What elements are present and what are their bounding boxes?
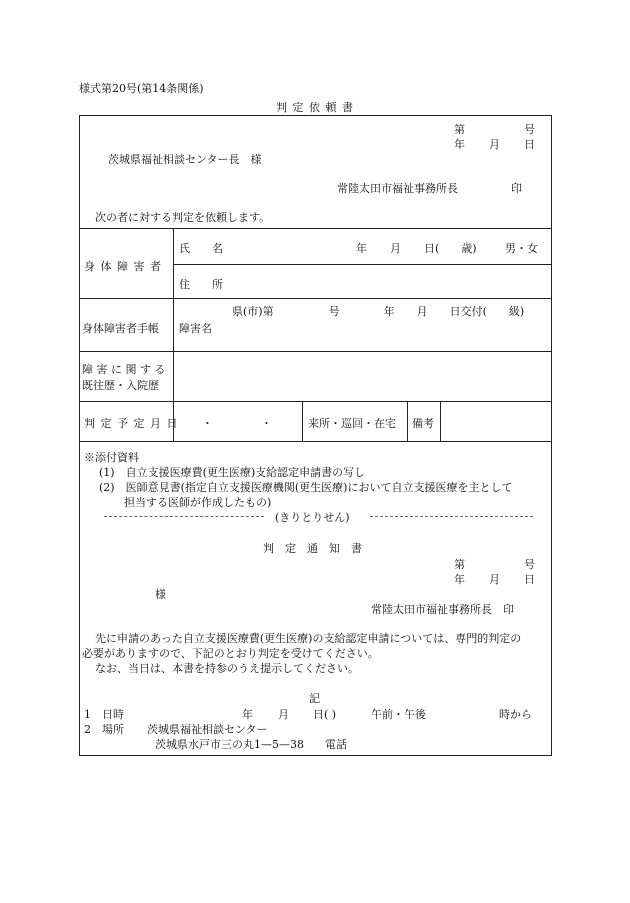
history-label-1: 障 害 に 関 す る: [82, 363, 166, 376]
item2-place: 茨城県福祉相談センター: [147, 723, 268, 736]
table-line: [173, 264, 552, 265]
notice-addressee-sama: 様: [155, 588, 166, 601]
attachment-item-2: (2) 医師意見書(指定自立支援医療機関(更生医療)において自立支援医療を主として: [99, 481, 513, 494]
notice-number-dai: 第: [454, 558, 465, 571]
birth-hi-age: 日( 歳): [424, 242, 477, 255]
table-line: [79, 401, 552, 402]
table-line: [79, 351, 552, 352]
table-line: [79, 441, 552, 442]
history-label-2: 既往歴・入院歴: [82, 379, 159, 392]
request-intro: 次の者に対する判定を依頼します。: [95, 211, 271, 224]
notice-date-nen: 年: [454, 573, 465, 586]
notice-title: 判 定 通 知 書: [263, 542, 362, 555]
handbook-label: 身体障害者手帳: [82, 322, 159, 335]
form-number: 様式第20号(第14条関係): [79, 82, 204, 95]
handbook-info: 県(市)第 号 年 月 日交付( 級): [232, 305, 525, 318]
request-date-nen: 年: [454, 138, 465, 151]
notice-date-hi: 日: [524, 573, 535, 586]
remarks-label: 備考: [412, 417, 434, 430]
cut-line-right: [370, 516, 533, 517]
notice-body-3: なお、当日は、本書を持参のうえ提示してください。: [95, 662, 359, 675]
notice-date-tsuki: 月: [489, 573, 500, 586]
table-line: [79, 298, 552, 299]
cut-line-label: (きりとりせん): [275, 511, 350, 524]
attachment-item-2-cont: 担当する医師が作成したもの): [124, 496, 272, 509]
sex-field: 男・女: [505, 242, 538, 255]
schedule-dot: ・: [261, 417, 272, 430]
request-number-go: 号: [524, 123, 535, 136]
disability-name-label: 障害名: [179, 322, 212, 335]
item1-from: 時から: [499, 708, 532, 721]
item1-label: 1 日時: [84, 708, 124, 721]
table-line: [302, 401, 303, 441]
request-sender: 常陸太田市福祉事務所長: [337, 182, 458, 195]
table-line: [79, 228, 552, 229]
table-line: [407, 401, 408, 441]
item1-hi: 日( ): [313, 708, 337, 721]
address-label: 住 所: [179, 278, 223, 291]
birth-tsuki: 月: [390, 242, 401, 255]
item1-nen: 年: [242, 708, 253, 721]
notice-number-go: 号: [524, 558, 535, 571]
request-seal: 印: [511, 182, 522, 195]
notice-ki: 記: [309, 692, 320, 705]
document-title: 判 定 依 頼 書: [276, 101, 354, 114]
attachment-item-1: (1) 自立支援医療費(更生医療)支給認定申請書の写し: [99, 466, 366, 479]
cut-line-left: [104, 516, 264, 517]
item1-ampm: 午前・午後: [371, 708, 426, 721]
name-label: 氏 名: [179, 242, 223, 255]
notice-sender: 常陸太田市福祉事務所長 印: [371, 603, 514, 616]
birth-nen: 年: [356, 242, 367, 255]
attachments-title: ※添付資料: [84, 451, 139, 464]
table-line: [173, 228, 174, 441]
notice-body-1: 先に申請のあった自立支援医療費(更生医療)の支給認定申請については、専門的判定の: [95, 632, 522, 645]
item2-label: 2 場所: [84, 723, 124, 736]
request-number-dai: 第: [454, 123, 465, 136]
item2-phone: 電話: [325, 738, 347, 751]
schedule-label: 判 定 予 定 月 日: [84, 417, 179, 430]
request-date-tsuki: 月: [489, 138, 500, 151]
table-line: [440, 401, 441, 441]
item1-tsuki: 月: [278, 708, 289, 721]
notice-body-2: 必要がありますので、下記のとおり判定を受けてください。: [82, 647, 379, 660]
schedule-dot: ・: [202, 417, 213, 430]
item2-address: 茨城県水戸市三の丸1—5—38: [155, 738, 304, 751]
visit-type: 来所・巡回・在宅: [308, 417, 396, 430]
person-label: 身 体 障 害 者: [84, 260, 162, 273]
request-addressee: 茨城県福祉相談センター長 様: [108, 153, 262, 166]
request-date-hi: 日: [524, 138, 535, 151]
